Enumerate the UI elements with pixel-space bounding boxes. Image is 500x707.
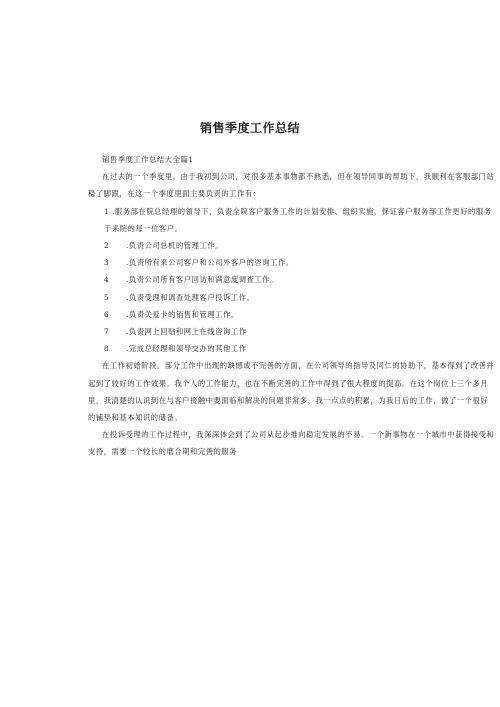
list-item-number: 2 <box>104 241 110 251</box>
list-item <box>88 340 496 357</box>
list-item-number: 7 <box>104 327 110 337</box>
list-item <box>88 237 496 254</box>
document-title: 销售季度工作总结 <box>199 121 300 135</box>
list-item <box>88 323 496 340</box>
document-body <box>88 151 496 461</box>
list-item <box>88 289 496 306</box>
list-item-number: 5 <box>104 292 110 302</box>
list-item-number: 4 <box>104 275 110 285</box>
list-item-text: .完成总经理和领导交办的其他工作 <box>126 344 247 354</box>
list-item-text: .负责关爱卡的销售和管理工作。 <box>126 309 239 319</box>
list-item-text: .负责受理和调查处理客户投诉工作。 <box>126 292 255 302</box>
list-item <box>88 271 496 288</box>
list-item-text: .负责网上回贴和网上在线咨询工作 <box>126 327 247 337</box>
list-item-number: 6 <box>104 309 110 319</box>
list-item-number: 3 <box>104 258 110 268</box>
document-subtitle: 销售季度工作总结大全篇1 <box>102 155 194 164</box>
list-item <box>88 254 496 271</box>
body-paragraph-3: 在投诉受理的工作过程中，我深深体会到了公司从起步推向稳定发展的不易。一个新事物在一个城市中获得接受和支持，需要一个较长的磨合期和完善的服务 <box>88 430 495 457</box>
list-item-1: 1 .服务部在院总经理的领导下，负责全院客户服务工作的计划安排、组织实施，保证客户服务部工作更好的服务于来院的每一位客户。 <box>104 206 492 233</box>
list-item-text: .负责所有来公司客户和公司外客户的咨询工作。 <box>126 258 294 268</box>
list-item-number: 8 <box>104 344 110 354</box>
list-item-text: .负责公司所有客户回访和满意度调查工作。 <box>126 275 278 285</box>
intro-paragraph: 在过去的一个季度里，由于我初到公司，对很多基本事物都不熟悉，但在领导同事的帮助下，我顺利在客服部门站稳了脚跟，在这一个季度里面主要负责的工作有： <box>88 172 495 199</box>
list-item <box>88 306 496 323</box>
body-paragraph-2: 在工作初始阶段，部分工作中出现的缺憾或不完善的方面，在公司领导的指导及同仁的协助下，基本得到了改善并起到了较好的工作效果。我个人的工作能力，也在不断完善的工作中得到了很大程度的提高。在这个岗位上三个多月里，我清楚的认识到在与客户接触中要面临和解决的问题非常多，我一点点的积累，为我日后的工作，做了一个很好的铺垫和基本知识的储备。 <box>88 361 495 423</box>
list-item-text: .负责公司总机的管理工作。 <box>126 241 224 251</box>
